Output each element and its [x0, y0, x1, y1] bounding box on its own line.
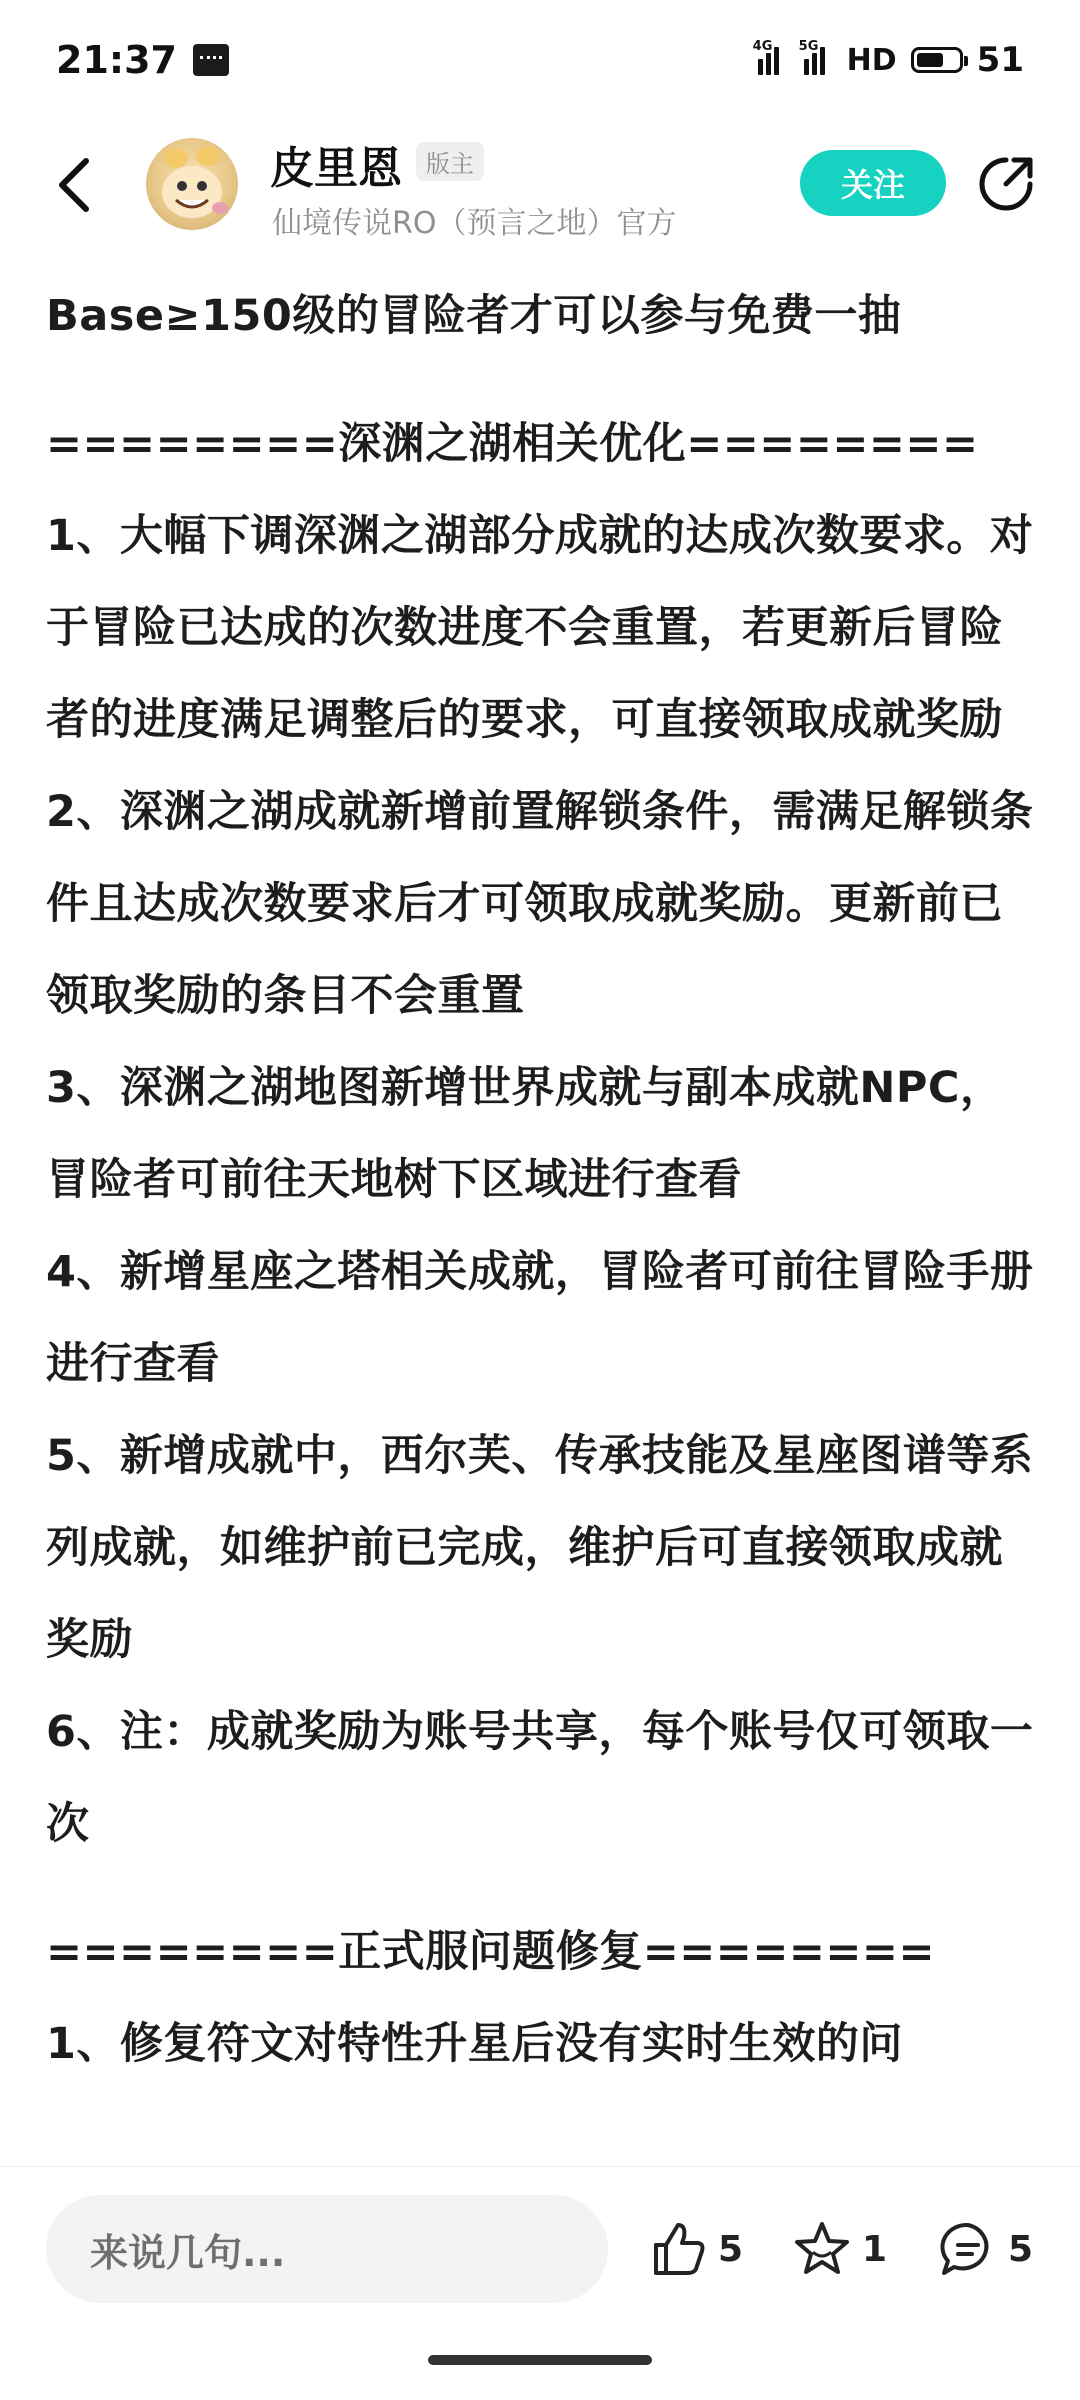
home-indicator[interactable] [428, 2355, 652, 2365]
post-content [46, 270, 1036, 2166]
section-title: ========正式服问题修复======== [46, 1927, 935, 1977]
list-item: 6、注：成就奖励为账号共享，每个账号仅可领取一次 [46, 1707, 1034, 1849]
signal-4g-icon: 4G [755, 45, 787, 75]
share-button[interactable] [974, 152, 1038, 216]
comment-input[interactable]: 来说几句... [46, 2195, 608, 2303]
list-item: 1、大幅下调深渊之湖部分成就的达成次数要求。对于冒险已达成的次数进度不会重置，若更新后冒险者的进度满足调整后的要求，可直接领取成就奖励 [46, 511, 1034, 745]
list-item: 1、修复符文对特性升星后没有实时生效的问 [46, 2019, 903, 2069]
share-icon [976, 154, 1036, 214]
star-icon [792, 2219, 852, 2279]
chevron-left-icon [56, 157, 92, 213]
hd-indicator: HD [846, 42, 897, 78]
post-header [0, 120, 1080, 250]
status-indicators [752, 38, 1024, 82]
poring-avatar-icon [146, 138, 238, 230]
moderator-badge: 版主 [416, 142, 484, 181]
intro-text: Base≥150级的冒险者才可以参与免费一抽 [46, 291, 902, 341]
list-item: 5、新增成就中，西尔芙、传承技能及星座图谱等系列成就，如维护前已完成，维护后可直接领取成就奖励 [46, 1431, 1034, 1665]
section-title: ========深渊之湖相关优化======== [46, 419, 979, 469]
comment-count: 5 [1008, 2228, 1034, 2270]
status-time: 21:37 [56, 38, 177, 82]
favorite-count: 1 [862, 2228, 888, 2270]
status-bar [0, 0, 1080, 120]
avatar[interactable] [146, 138, 238, 230]
follow-button[interactable]: 关注 [800, 150, 946, 216]
like-button[interactable] [648, 2217, 743, 2281]
back-button[interactable] [44, 150, 104, 220]
like-count: 5 [718, 2228, 744, 2270]
favorite-button[interactable] [792, 2217, 887, 2281]
battery-icon [911, 47, 963, 73]
thumbs-up-icon [648, 2219, 708, 2279]
list-item: 4、新增星座之塔相关成就，冒险者可前往冒险手册进行查看 [46, 1247, 1034, 1389]
app-notification-icon [193, 44, 229, 76]
comment-button[interactable] [938, 2217, 1033, 2281]
bottom-action-bar [0, 2166, 1080, 2400]
author-subtitle: 仙境传说RO（预言之地）官方 [272, 206, 677, 241]
comment-bubble-icon [938, 2219, 998, 2279]
author-name[interactable]: 皮里恩 [270, 143, 402, 194]
battery-level: 51 [976, 40, 1024, 80]
list-item: 3、深渊之湖地图新增世界成就与副本成就NPC，冒险者可前往天地树下区域进行查看 [46, 1063, 1004, 1205]
list-item: 2、深渊之湖成就新增前置解锁条件，需满足解锁条件且达成次数要求后才可领取成就奖励。更新前已领取奖励的条目不会重置 [46, 787, 1034, 1021]
signal-5g-icon: 5G [801, 45, 833, 75]
